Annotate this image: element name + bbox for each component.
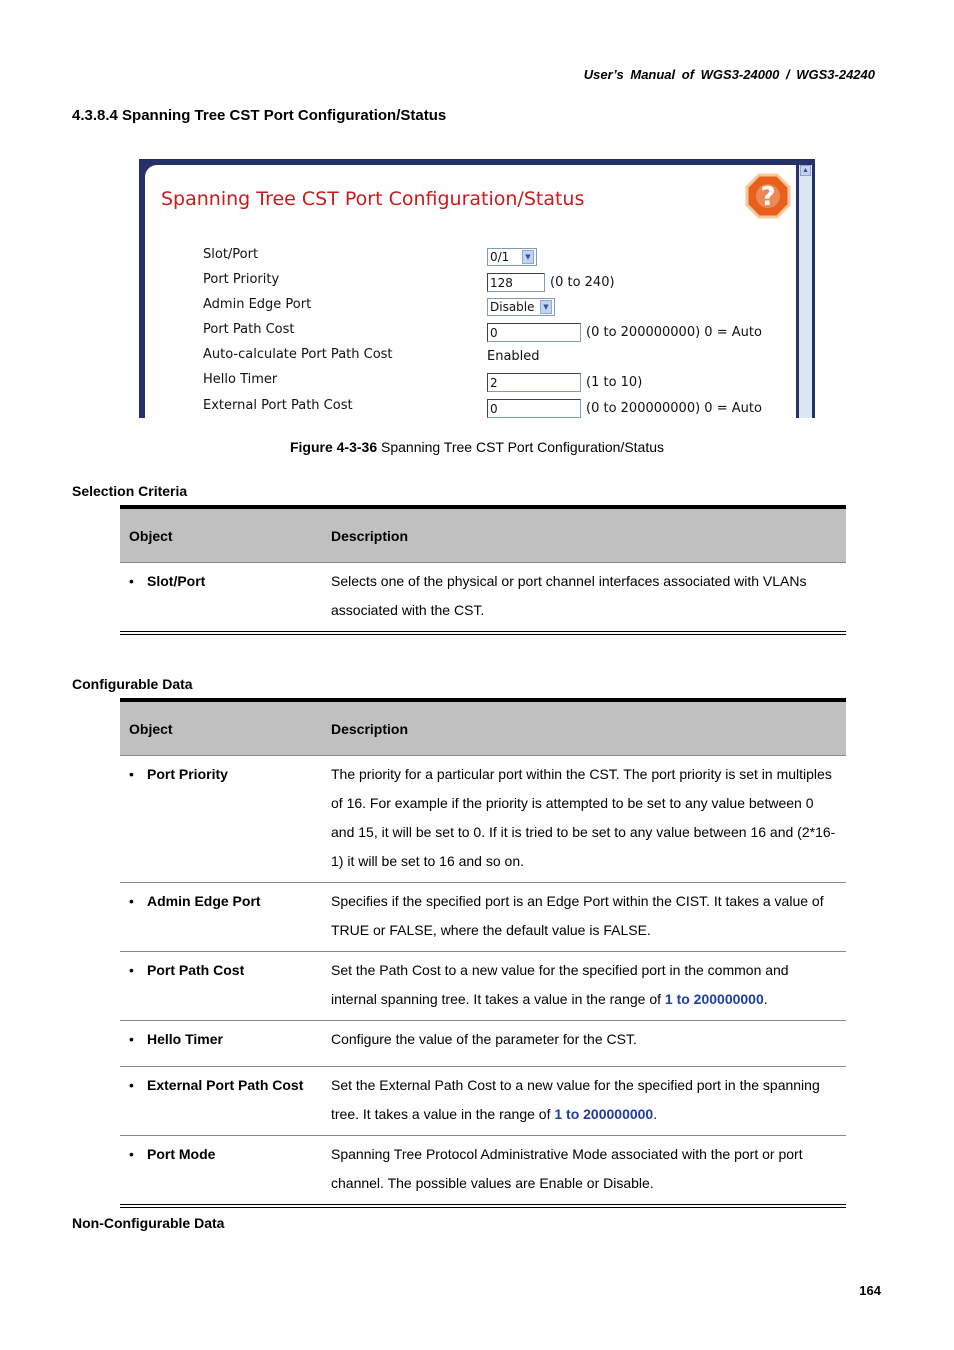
bullet-icon: • [129,573,134,589]
selection-criteria-heading: Selection Criteria [72,483,188,499]
object-cell [120,756,322,883]
port-priority-control [487,273,615,292]
object-name: Port Path Cost [147,962,245,978]
admin-edge-port-select[interactable] [487,298,555,316]
description-cell: Specifies if the specified port is an Edge Port within the CIST. It takes a value of TRUE or FALSE, where the default value is FALSE. [322,883,846,952]
description-cell: The priority for a particular port within the CST. The port priority is set in multiples of 16. For example if the priority is attempted to be set to any value between 0 and 15, it will be set to 0. If it is tried to be set to any value between 16 and (2*16-1) it will be set to 16 and so on. [322,756,846,883]
admin-edge-port-value: Disable [490,300,535,314]
field-label-admin-edge-port: Admin Edge Port [203,297,312,312]
description-cell: Configure the value of the parameter for the CST. [322,1021,846,1067]
port-priority-hint: (0 to 240) [550,275,615,290]
caption-text: Spanning Tree CST Port Configuration/Status [377,439,665,455]
chevron-down-icon: ▼ [522,250,534,264]
object-cell [120,952,322,1021]
range-highlight: 1 to 200000000 [664,991,764,1007]
column-header-description: Description [322,507,846,563]
table-row [120,563,846,634]
config-screenshot [139,159,815,418]
table-row [120,1136,846,1207]
object-cell [120,1136,322,1207]
object-cell [120,1067,322,1136]
table-row [120,1067,846,1136]
bullet-icon: • [129,893,134,909]
non-configurable-heading: Non-Configurable Data [72,1215,225,1231]
page-number: 164 [859,1283,881,1298]
slot-port-select[interactable] [487,248,537,266]
selection-criteria-table [120,505,846,635]
slot-port-value: 0/1 [490,250,510,264]
slot-port-control [487,248,537,266]
manual-header: User’s Manual of WGS3-24000 / WGS3-24240 [583,67,875,82]
port-path-cost-hint: (0 to 200000000) 0 = Auto [586,325,762,340]
description-cell [322,1067,846,1136]
column-header-object: Object [120,507,322,563]
column-header-object: Object [120,700,322,756]
field-label-external-path-cost: External Port Path Cost [203,398,353,413]
field-label-auto-calc: Auto-calculate Port Path Cost [203,347,393,362]
object-name: Hello Timer [147,1031,223,1047]
hello-timer-input[interactable]: 2 [487,373,581,392]
field-label-slot-port: Slot/Port [203,247,259,262]
figure-caption [0,439,954,455]
field-label-port-priority: Port Priority [203,272,280,287]
description-cell: Selects one of the physical or port channel interfaces associated with VLANs associated with the CST. [322,563,846,634]
hello-timer-hint: (1 to 10) [586,375,643,390]
bullet-icon: • [129,962,134,978]
table-header-row [120,507,846,563]
port-path-cost-input[interactable]: 0 [487,323,581,342]
object-cell [120,883,322,952]
table-header-row [120,700,846,756]
range-highlight: 1 to 200000000 [554,1106,654,1122]
auto-calc-value: Enabled [487,349,540,364]
description-text: Set the Path Cost to a new value for the specified port in the common and internal spanning tree. It takes a value in the range of [331,962,789,1007]
object-name: External Port Path Cost [147,1077,304,1093]
bullet-icon: • [129,1031,134,1047]
bullet-icon: • [129,1077,134,1093]
column-header-description: Description [322,700,846,756]
table-row [120,952,846,1021]
object-name: Port Priority [147,766,228,782]
configurable-data-heading: Configurable Data [72,676,193,692]
object-name: Slot/Port [147,573,206,589]
description-cell [322,952,846,1021]
hello-timer-control [487,373,642,392]
field-label-hello-timer: Hello Timer [203,372,278,387]
chevron-down-icon: ▼ [540,300,552,314]
object-cell [120,563,322,634]
table-row [120,1021,846,1067]
description-end: . [653,1106,658,1122]
object-name: Port Mode [147,1146,216,1162]
description-end: . [763,991,768,1007]
description-text: Set the External Path Cost to a new value for the specified port in the spanning tree. It takes a value in the range of [331,1077,820,1122]
field-label-port-path-cost: Port Path Cost [203,322,295,337]
bullet-icon: • [129,1146,134,1162]
caption-label: Figure 4-3-36 [289,439,378,455]
config-panel [145,165,796,418]
object-cell [120,1021,322,1067]
table-row [120,883,846,952]
port-priority-input[interactable]: 128 [487,273,545,292]
port-path-cost-control [487,323,762,342]
section-title: 4.3.8.4 Spanning Tree CST Port Configuration/Status [72,107,447,124]
help-glyph: ? [760,182,776,212]
admin-edge-port-control [487,298,555,316]
external-path-cost-control [487,399,762,418]
bullet-icon: • [129,766,134,782]
external-path-cost-hint: (0 to 200000000) 0 = Auto [586,401,762,416]
external-path-cost-input[interactable]: 0 [487,399,581,418]
help-icon[interactable] [745,173,791,219]
object-name: Admin Edge Port [147,893,261,909]
scrollbar[interactable] [799,165,812,418]
description-cell: Spanning Tree Protocol Administrative Mode associated with the port or port channel. The possible values are Enable or Disable. [322,1136,846,1207]
panel-title: Spanning Tree CST Port Configuration/Status [161,188,585,210]
scroll-up-arrow-icon[interactable]: ▲ [800,165,811,176]
configurable-data-table [120,698,846,1208]
table-row [120,756,846,883]
